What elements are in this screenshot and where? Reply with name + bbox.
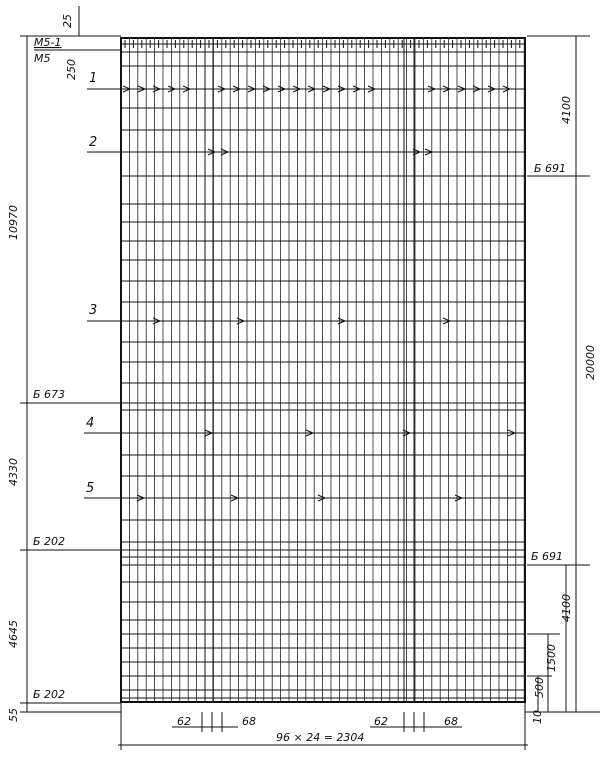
label-gap-left-62: 62 xyxy=(177,715,191,728)
label-b202-b: Б 202 xyxy=(33,688,66,701)
label-gap-right-68: 68 xyxy=(444,715,458,728)
label-1500: 1500 xyxy=(545,644,558,672)
label-section-mid: 4330 xyxy=(7,458,20,486)
callout-1: 1 xyxy=(89,71,98,86)
callout-4: 4 xyxy=(86,416,95,431)
label-edge-10: 10 xyxy=(531,710,544,724)
label-b202-a: Б 202 xyxy=(33,535,66,548)
label-bottom-dim: 55 xyxy=(7,708,20,722)
arrow-markers xyxy=(123,86,515,501)
label-b673: Б 673 xyxy=(33,388,66,401)
label-m5-1: M5-1 xyxy=(34,36,62,49)
label-500: 500 xyxy=(533,677,546,698)
label-top-dim: 25 xyxy=(61,14,74,28)
label-overall: 96 × 24 = 2304 xyxy=(276,731,365,744)
callout-2: 2 xyxy=(89,135,98,150)
callout-5: 5 xyxy=(86,481,95,496)
label-250: 250 xyxy=(65,59,78,80)
callout-3: 3 xyxy=(89,303,98,318)
label-lower-span: 4100 xyxy=(560,594,573,622)
label-gap-left-68: 68 xyxy=(242,715,256,728)
label-gap-right-62: 62 xyxy=(374,715,388,728)
label-m5: M5 xyxy=(34,52,51,65)
label-top-span: 4100 xyxy=(560,96,573,124)
label-total-span: 20000 xyxy=(584,345,597,380)
label-section-bot: 4645 xyxy=(7,620,20,648)
label-section-top: 10970 xyxy=(7,205,20,240)
label-b691-bot: Б 691 xyxy=(531,550,564,563)
label-b691-top: Б 691 xyxy=(534,162,567,175)
